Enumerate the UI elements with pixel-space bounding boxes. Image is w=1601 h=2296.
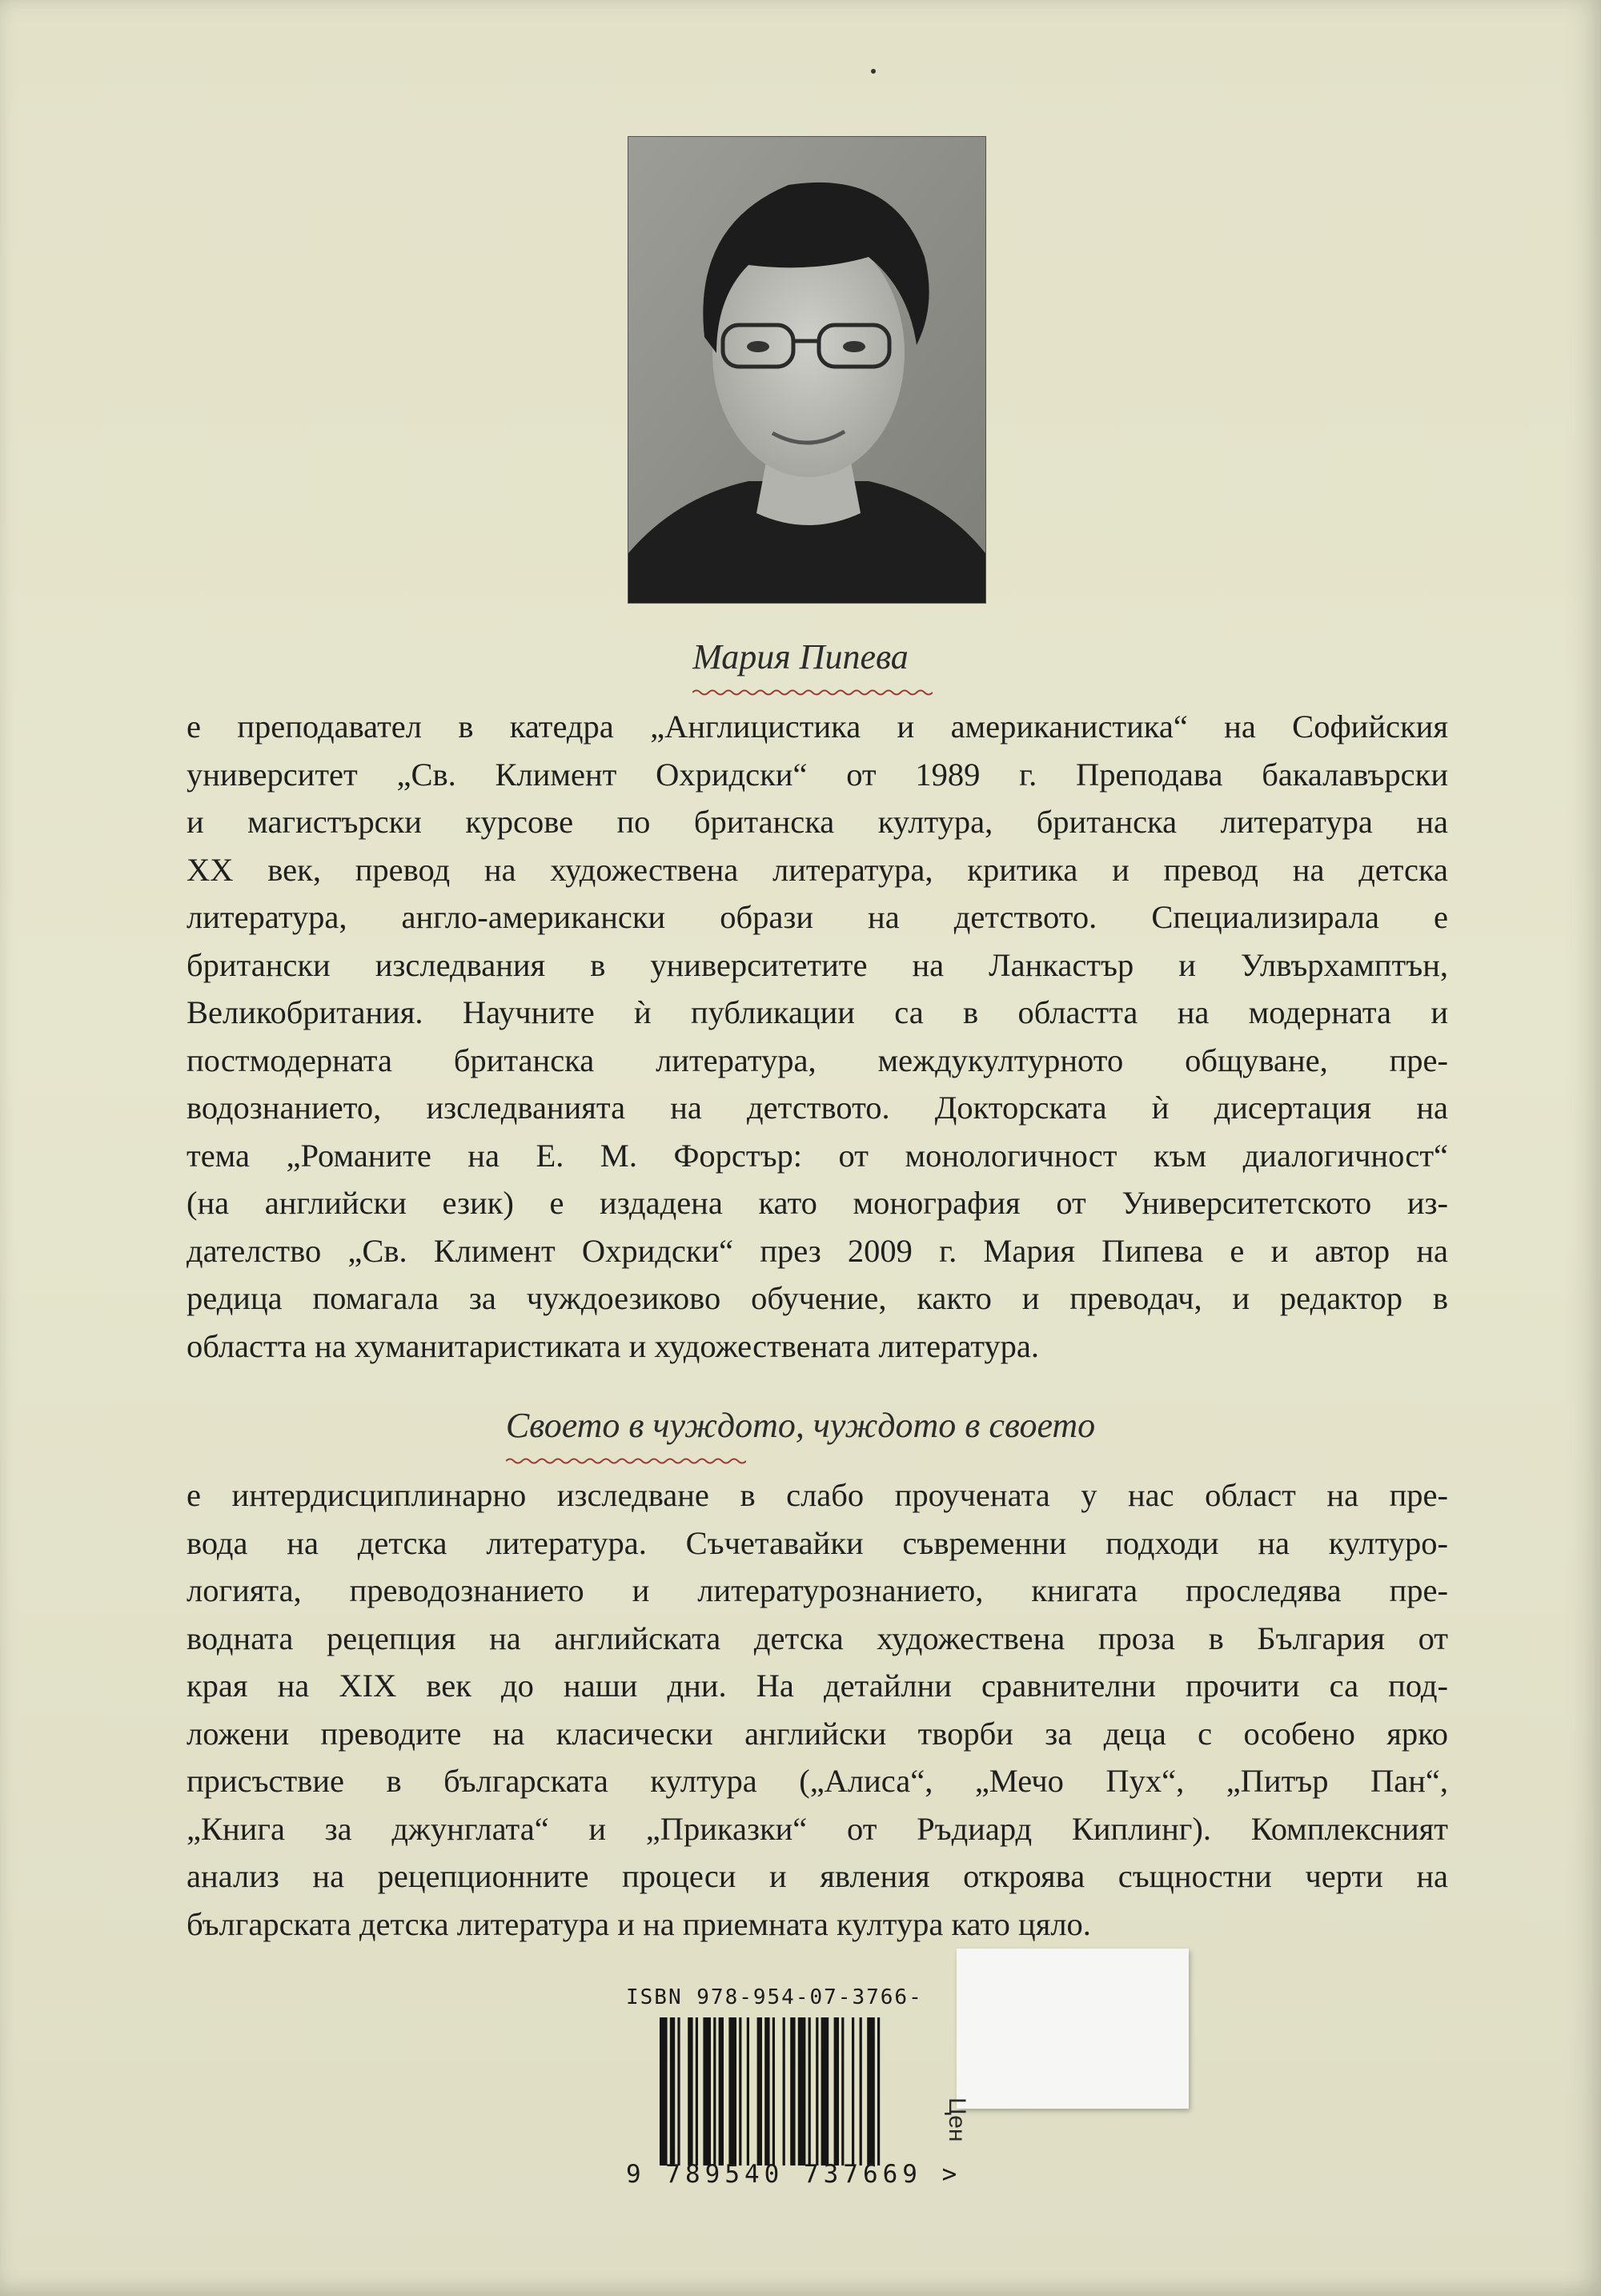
barcode-bar (703, 2017, 711, 2166)
barcode-bar (713, 2017, 716, 2166)
barcode-bar (670, 2017, 675, 2166)
book-description-line: водната рецепция на английската детска художествена проза в България от (187, 1620, 1448, 1656)
isbn-number: ISBN 978-954-07-3766- (626, 1985, 923, 2009)
author-bio-line: литература, англо-американски образи на детството. Специализирала е (187, 899, 1448, 935)
barcode-bar (852, 2017, 854, 2166)
barcode-bar (809, 2017, 811, 2166)
barcode-bar (677, 2017, 680, 2166)
author-bio-line: постмодерната британска литература, междукултурното общуване, пре- (187, 1042, 1448, 1078)
barcode (658, 2017, 970, 2166)
author-photo (628, 136, 986, 604)
book-title-heading (0, 1405, 1601, 1462)
author-portrait-image (628, 137, 985, 603)
book-description-line: „Книга за джунглата“ и „Приказки“ от Ръдиард Киплинг). Комплексният (187, 1810, 1448, 1847)
barcode-bar (834, 2017, 839, 2166)
book-description-line: е интердисциплинарно изследване в слабо проучената у нас област на пре- (187, 1477, 1448, 1513)
author-bio-line: британски изследвания в университетите на Ланкастър и Улвърхамптън, (187, 946, 1448, 983)
barcode-bar (772, 2017, 775, 2166)
author-bio-line: университет „Св. Климент Охридски“ от 1989 г. Преподава бакалавърски (187, 756, 1448, 793)
author-bio-line: Великобритания. Научните ѝ публикации са в областта на модерната и (187, 994, 1448, 1030)
book-description-line: ложени преводите на класически английски творби за деца с особено ярко (187, 1715, 1448, 1752)
barcode-bar (877, 2017, 880, 2166)
author-name: Мария Пипева (692, 637, 909, 676)
barcode-bar (860, 2017, 862, 2166)
wavy-underline (506, 1455, 746, 1467)
barcode-bar (719, 2017, 724, 2166)
book-description-line: края на XIX век до наши дни. На детайлни сравнителни прочити са под- (187, 1668, 1448, 1704)
barcode-bar (764, 2017, 769, 2166)
author-bio-line: редица помагала за чуждоезиково обучение, както и преводач, и редактор в (187, 1280, 1448, 1316)
author-bio-line: областта на хуманитаристиката и художествената литература. (187, 1327, 1040, 1364)
author-bio-line: водознанието, изследванията на детството. Докторската ѝ дисертация на (187, 1090, 1448, 1126)
price-label: Цен (944, 2097, 970, 2142)
wavy-underline (692, 687, 933, 698)
barcode-bar (821, 2017, 829, 2166)
author-name-heading (0, 636, 1601, 693)
barcode-bar (688, 2017, 692, 2166)
barcode-bar (798, 2017, 806, 2166)
barcode-bar (757, 2017, 762, 2166)
barcode-digits: 9 789540 737669 > (626, 2160, 962, 2189)
book-description (187, 1471, 1448, 1948)
barcode-bar (790, 2017, 795, 2166)
book-description-line: българската детска литература и на приемната култура като цяло. (187, 1905, 1091, 1942)
author-bio-line: (на английски език) е издадена като монография от Университетското из- (187, 1185, 1448, 1221)
author-bio-line: XX век, превод на художествена литература, критика и превод на детска (187, 851, 1448, 888)
author-bio (187, 703, 1448, 1370)
author-bio-line: и магистърски курсове по британска култура, британска литература на (187, 804, 1448, 840)
barcode-bar (867, 2017, 875, 2166)
author-bio-line: тема „Романите на Е. М. Форстър: от монологичност към диалогичност“ (187, 1137, 1448, 1174)
barcode-bar (841, 2017, 844, 2166)
book-description-line: вода на детска литература. Съчетавайки съвременни подходи на културо- (187, 1524, 1448, 1561)
barcode-bar (747, 2017, 749, 2166)
book-description-line: логията, преводознанието и литературознанието, книгата проследява пре- (187, 1572, 1448, 1608)
barcode-bar (728, 2017, 736, 2166)
book-description-line: присъствие в българската култура („Алиса“, „Мечо Пух“, „Питър Пан“, (187, 1763, 1448, 1799)
book-description-line: анализ на рецепционните процеси и явления откроява същностни черти на (187, 1858, 1448, 1894)
barcode-bar (739, 2017, 741, 2166)
barcode-bar (696, 2017, 698, 2166)
barcode-bar (816, 2017, 818, 2166)
book-title: Своето в чуждото, чуждото в своето (505, 1406, 1096, 1445)
barcode-bar (660, 2017, 668, 2166)
barcode-bar (783, 2017, 785, 2166)
author-bio-line: дателство „Св. Климент Охридски“ през 2009 г. Мария Пипева е и автор на (187, 1232, 1448, 1269)
price-sticker (957, 1949, 1189, 2109)
print-speck (871, 69, 876, 74)
author-bio-line: е преподавател в катедра „Англицистика и американистика“ на Софийския (187, 708, 1448, 745)
